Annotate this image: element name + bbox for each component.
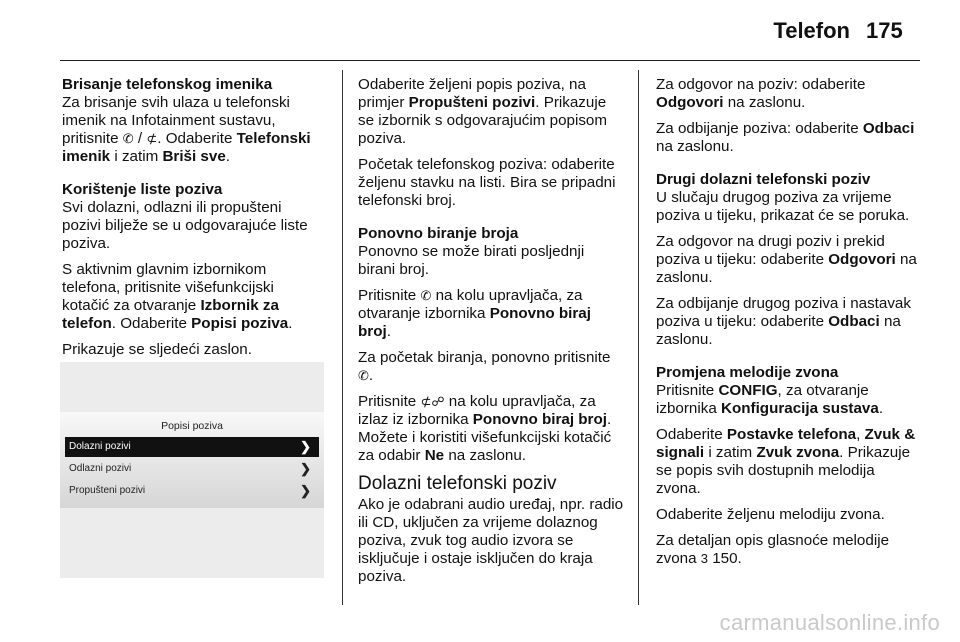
paragraph-press-phone: Pritisnite ✆ na kolu upravljača, za otvaranje izbornika Ponovno biraj broj.: [358, 287, 591, 340]
watermark: carmanualsonline.info: [719, 610, 940, 635]
menu-item-outgoing-calls[interactable]: Odlazni pozivi ❯: [65, 459, 319, 479]
column-1: [62, 76, 324, 367]
infotainment-screen: [60, 362, 324, 578]
paragraph-main-menu: S aktivnim glavnim izbornikom telefona, pritisnite višefunkcijski kotačić za otvaranje Izbornik za telefon. Odaberite Popisi poziva.: [62, 261, 293, 332]
paragraph-answer-second: Za odgovor na drugi poziv i prekid poziva u tijeku: odaberite Odgovori na zaslonu.: [656, 233, 917, 286]
menu-item-missed-calls[interactable]: Propušteni pozivi ❯: [65, 481, 319, 501]
phone-icon: ✆: [122, 131, 134, 146]
paragraph-reject-call: Za odbijanje poziva: odaberite Odbaci na zaslonu.: [656, 120, 915, 155]
heading-call-list: Korištenje liste poziva: [62, 181, 223, 198]
heading-second-call: Drugi dolazni telefonski poziv: [656, 171, 871, 188]
column-divider-1: [342, 70, 343, 605]
page-number: 175: [866, 18, 903, 43]
page-header-title: Telefon: [773, 18, 850, 43]
paragraph-call-list: Svi dolazni, odlazni ili propušteni pozivi bilježe se u odgovarajuće liste poziva.: [62, 199, 308, 252]
dialog-title: Popisi poziva: [161, 420, 223, 432]
heading-redial: Ponovno biranje broja: [358, 225, 519, 242]
paragraph-answer-call: Za odgovor na poziv: odaberite Odgovori na zaslonu.: [656, 76, 866, 111]
paragraph-ringtone-volume: Za detaljan opis glasnoće melodije zvona 3 150.: [656, 532, 890, 567]
no-phone-icon: ⊄: [146, 131, 158, 146]
paragraph-choose-list: Odaberite željeni popis poziva, na primjer Propušteni pozivi. Prikazuje se izbornik s odgovarajućim popisom poziva.: [358, 76, 608, 147]
paragraph-start-call: Početak telefonskog poziva: odaberite željenu stavku na listi. Bira se pripadni telefonski broj.: [358, 156, 616, 209]
menu-item-incoming-calls[interactable]: Dolazni pozivi ❯: [65, 437, 319, 457]
column-divider-2: [638, 70, 639, 605]
chevron-right-icon: ❯: [300, 483, 311, 498]
paragraph-delete-phonebook: Za brisanje svih ulaza u telefonski imenik na Infotainment sustavu, pritisnite ✆ / ⊄. Odaberite Telefonski imenik i zatim Briši sve.: [62, 94, 311, 165]
chevron-right-icon: ❯: [300, 461, 311, 476]
heading-delete-phonebook: Brisanje telefonskog imenika: [62, 76, 273, 93]
paragraph-redial: Ponovno se može birati posljednji birani broj.: [358, 243, 585, 278]
column-3: [656, 76, 922, 576]
paragraph-exit-redial: Pritisnite ⊄☍ na kolu upravljača, za izlaz iz izbornika Ponovno biraj broj. Možete i koristiti višefunkcijski kotačić za odabir Ne na zaslonu.: [358, 393, 612, 464]
chevron-right-icon: ❯: [300, 439, 311, 454]
phone-icon: ✆: [358, 368, 369, 383]
paragraph-second-call: U slučaju drugog poziva za vrijeme poziva u tijeku, prikazat će se poruka.: [656, 189, 910, 224]
paragraph-reject-second: Za odbijanje drugog poziva i nastavak poziva u tijeku: odaberite Odbaci na zaslonu.: [656, 295, 911, 348]
heading-incoming-call: Dolazni telefonski poziv: [358, 473, 557, 494]
phone-icon: ✆: [420, 288, 432, 303]
paragraph-ringtone-config: Pritisnite CONFIG, za otvaranje izbornika Konfiguracija sustava.: [656, 382, 884, 417]
header-rule: [60, 60, 920, 61]
call-lists-dialog: [60, 412, 324, 508]
paragraph-choose-ringtone: Odaberite željenu melodiju zvona.: [656, 506, 885, 523]
paragraph-display-shown: Prikazuje se sljedeći zaslon.: [62, 341, 252, 358]
paragraph-ringtone-select: Odaberite Postavke telefona, Zvuk & signali i zatim Zvuk zvona. Prikazuje se popis svih dostupnih melodija zvona.: [656, 426, 916, 497]
paragraph-incoming-call: Ako je odabrani audio uređaj, npr. radio ili CD, uključen za vrijeme dolaznog poziva, zvuk tog audio izvora se isključuje i ostaje isključen do kraja poziva.: [358, 496, 624, 585]
heading-ringtone: Promjena melodije zvona: [656, 364, 839, 381]
paragraph-start-dialing: Za početak biranja, ponovno pritisnite ✆.: [358, 349, 611, 384]
hang-up-icon: ☍: [431, 394, 445, 409]
column-2: [358, 76, 624, 594]
page-reference-icon: 3: [700, 551, 708, 566]
no-phone-icon: ⊄: [420, 394, 432, 409]
